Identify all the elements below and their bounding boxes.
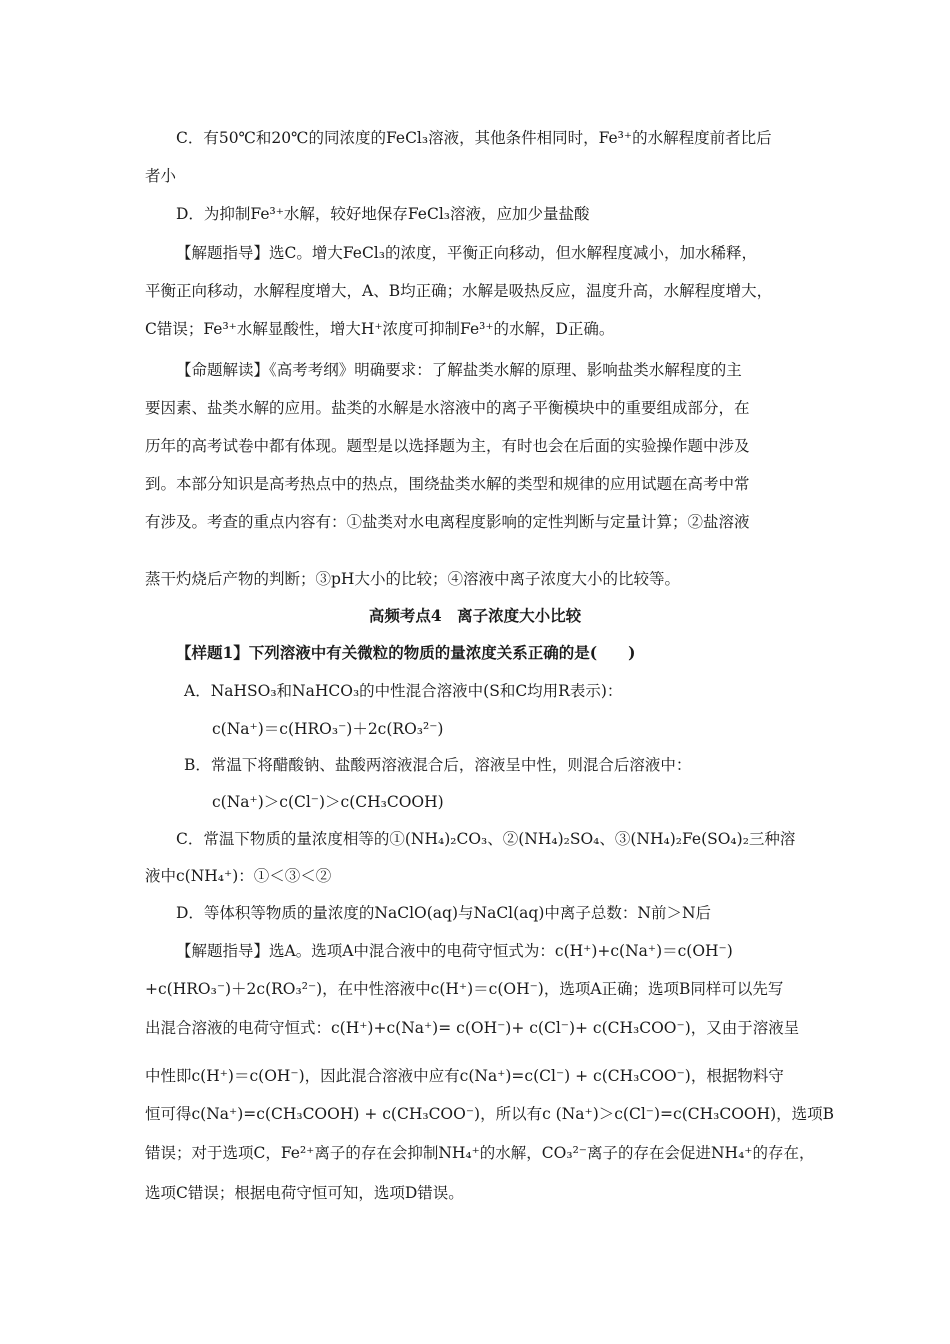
sample-option-b: B．常温下将醋酸钠、盐酸两溶液混合后，溶液呈中性，则混合后溶液中： bbox=[184, 756, 692, 774]
interpretation-line2: 要因素、盐类水解的应用。盐类的水解是水溶液中的离子平衡模块中的重要组成部分，在 bbox=[145, 399, 750, 417]
sample-option-b-formula: c(Na⁺)＞c(Cl⁻)＞c(CH₃COOH) bbox=[212, 793, 444, 811]
sample-option-a-formula: c(Na⁺)＝c(HRO₃⁻)＋2c(RO₃²⁻) bbox=[212, 720, 444, 738]
sample-guide-line6: 错误；对于选项C，Fe²⁺离子的存在会抑制NH₄⁺的水解，CO₃²⁻离子的存在会促进NH₄⁺的存在， bbox=[145, 1144, 815, 1162]
option-d: D．为抑制Fe³⁺水解，较好地保存FeCl₃溶液，应加少量盐酸 bbox=[176, 205, 590, 223]
interpretation-line5: 有涉及。考查的重点内容有：①盐类对水电离程度影响的定性判断与定量计算；②盐溶液 bbox=[145, 513, 750, 531]
option-c-line1: C．有50℃和20℃的同浓度的FeCl₃溶液，其他条件相同时，Fe³⁺的水解程度前者比后 bbox=[176, 129, 772, 147]
guide-line1: 【解题指导】选C。增大FeCl₃的浓度，平衡正向移动，但水解程度减小，加水稀释， bbox=[176, 244, 757, 262]
sample-option-c-line2: 液中c(NH₄⁺)：①＜③＜② bbox=[145, 867, 332, 885]
sample-guide-line2: +c(HRO₃⁻)＋2c(RO₃²⁻)，在中性溶液中c(H⁺)＝c(OH⁻)，选项A正确；选项B同样可以先写 bbox=[145, 980, 784, 998]
guide-line3: C错误；Fe³⁺水解显酸性，增大H⁺浓度可抑制Fe³⁺的水解，D正确。 bbox=[145, 320, 615, 338]
guide-line2: 平衡正向移动，水解程度增大，A、B均正确；水解是吸热反应，温度升高，水解程度增大， bbox=[145, 282, 773, 300]
sample-option-d: D．等体积等物质的量浓度的NaClO(aq)与NaCl(aq)中离子总数：N前＞N后 bbox=[176, 904, 712, 922]
sample-guide-line1: 【解题指导】选A。选项A中混合液中的电荷守恒式为：c(H⁺)+c(Na⁺)＝c(OH⁻) bbox=[176, 942, 733, 960]
sample-guide-line7: 选项C错误；根据电荷守恒可知，选项D错误。 bbox=[145, 1184, 464, 1202]
interpretation-line6: 蒸干灼烧后产物的判断；③pH大小的比较；④溶液中离子浓度大小的比较等。 bbox=[145, 570, 680, 588]
section-heading: 高频考点4 离子浓度大小比较 bbox=[368, 606, 582, 625]
option-c-line2: 者小 bbox=[145, 167, 177, 185]
sample-option-c-line1: C．常温下物质的量浓度相等的①(NH₄)₂CO₃、②(NH₄)₂SO₄、③(NH₄)₂Fe(SO₄)₂三种溶 bbox=[176, 830, 796, 848]
interpretation-line3: 历年的高考试卷中都有体现。题型是以选择题为主，有时也会在后面的实验操作题中涉及 bbox=[145, 437, 750, 455]
sample-question: 【样题1】下列溶液中有关微粒的物质的量浓度关系正确的是( ) bbox=[176, 643, 636, 662]
sample-guide-line3: 出混合溶液的电荷守恒式：c(H⁺)+c(Na⁺)= c(OH⁻)+ c(Cl⁻)+ c(CH₃COO⁻)，又由于溶液呈 bbox=[145, 1019, 800, 1037]
sample-guide-line5: 恒可得c(Na⁺)=c(CH₃COOH) + c(CH₃COO⁻)，所以有c (Na⁺)＞c(Cl⁻)=c(CH₃COOH)，选项B bbox=[145, 1105, 835, 1123]
sample-guide-line4: 中性即c(H⁺)＝c(OH⁻)，因此混合溶液中应有c(Na⁺)=c(Cl⁻) + c(CH₃COO⁻)，根据物料守 bbox=[145, 1067, 784, 1085]
sample-option-a: A．NaHSO₃和NaHCO₃的中性混合溶液中(S和C均用R表示)： bbox=[184, 682, 623, 700]
interpretation-line1: 【命题解读】《高考考纲》明确要求：了解盐类水解的原理、影响盐类水解程度的主 bbox=[176, 361, 742, 379]
interpretation-line4: 到。本部分知识是高考热点中的热点，围绕盐类水解的类型和规律的应用试题在高考中常 bbox=[145, 475, 750, 493]
